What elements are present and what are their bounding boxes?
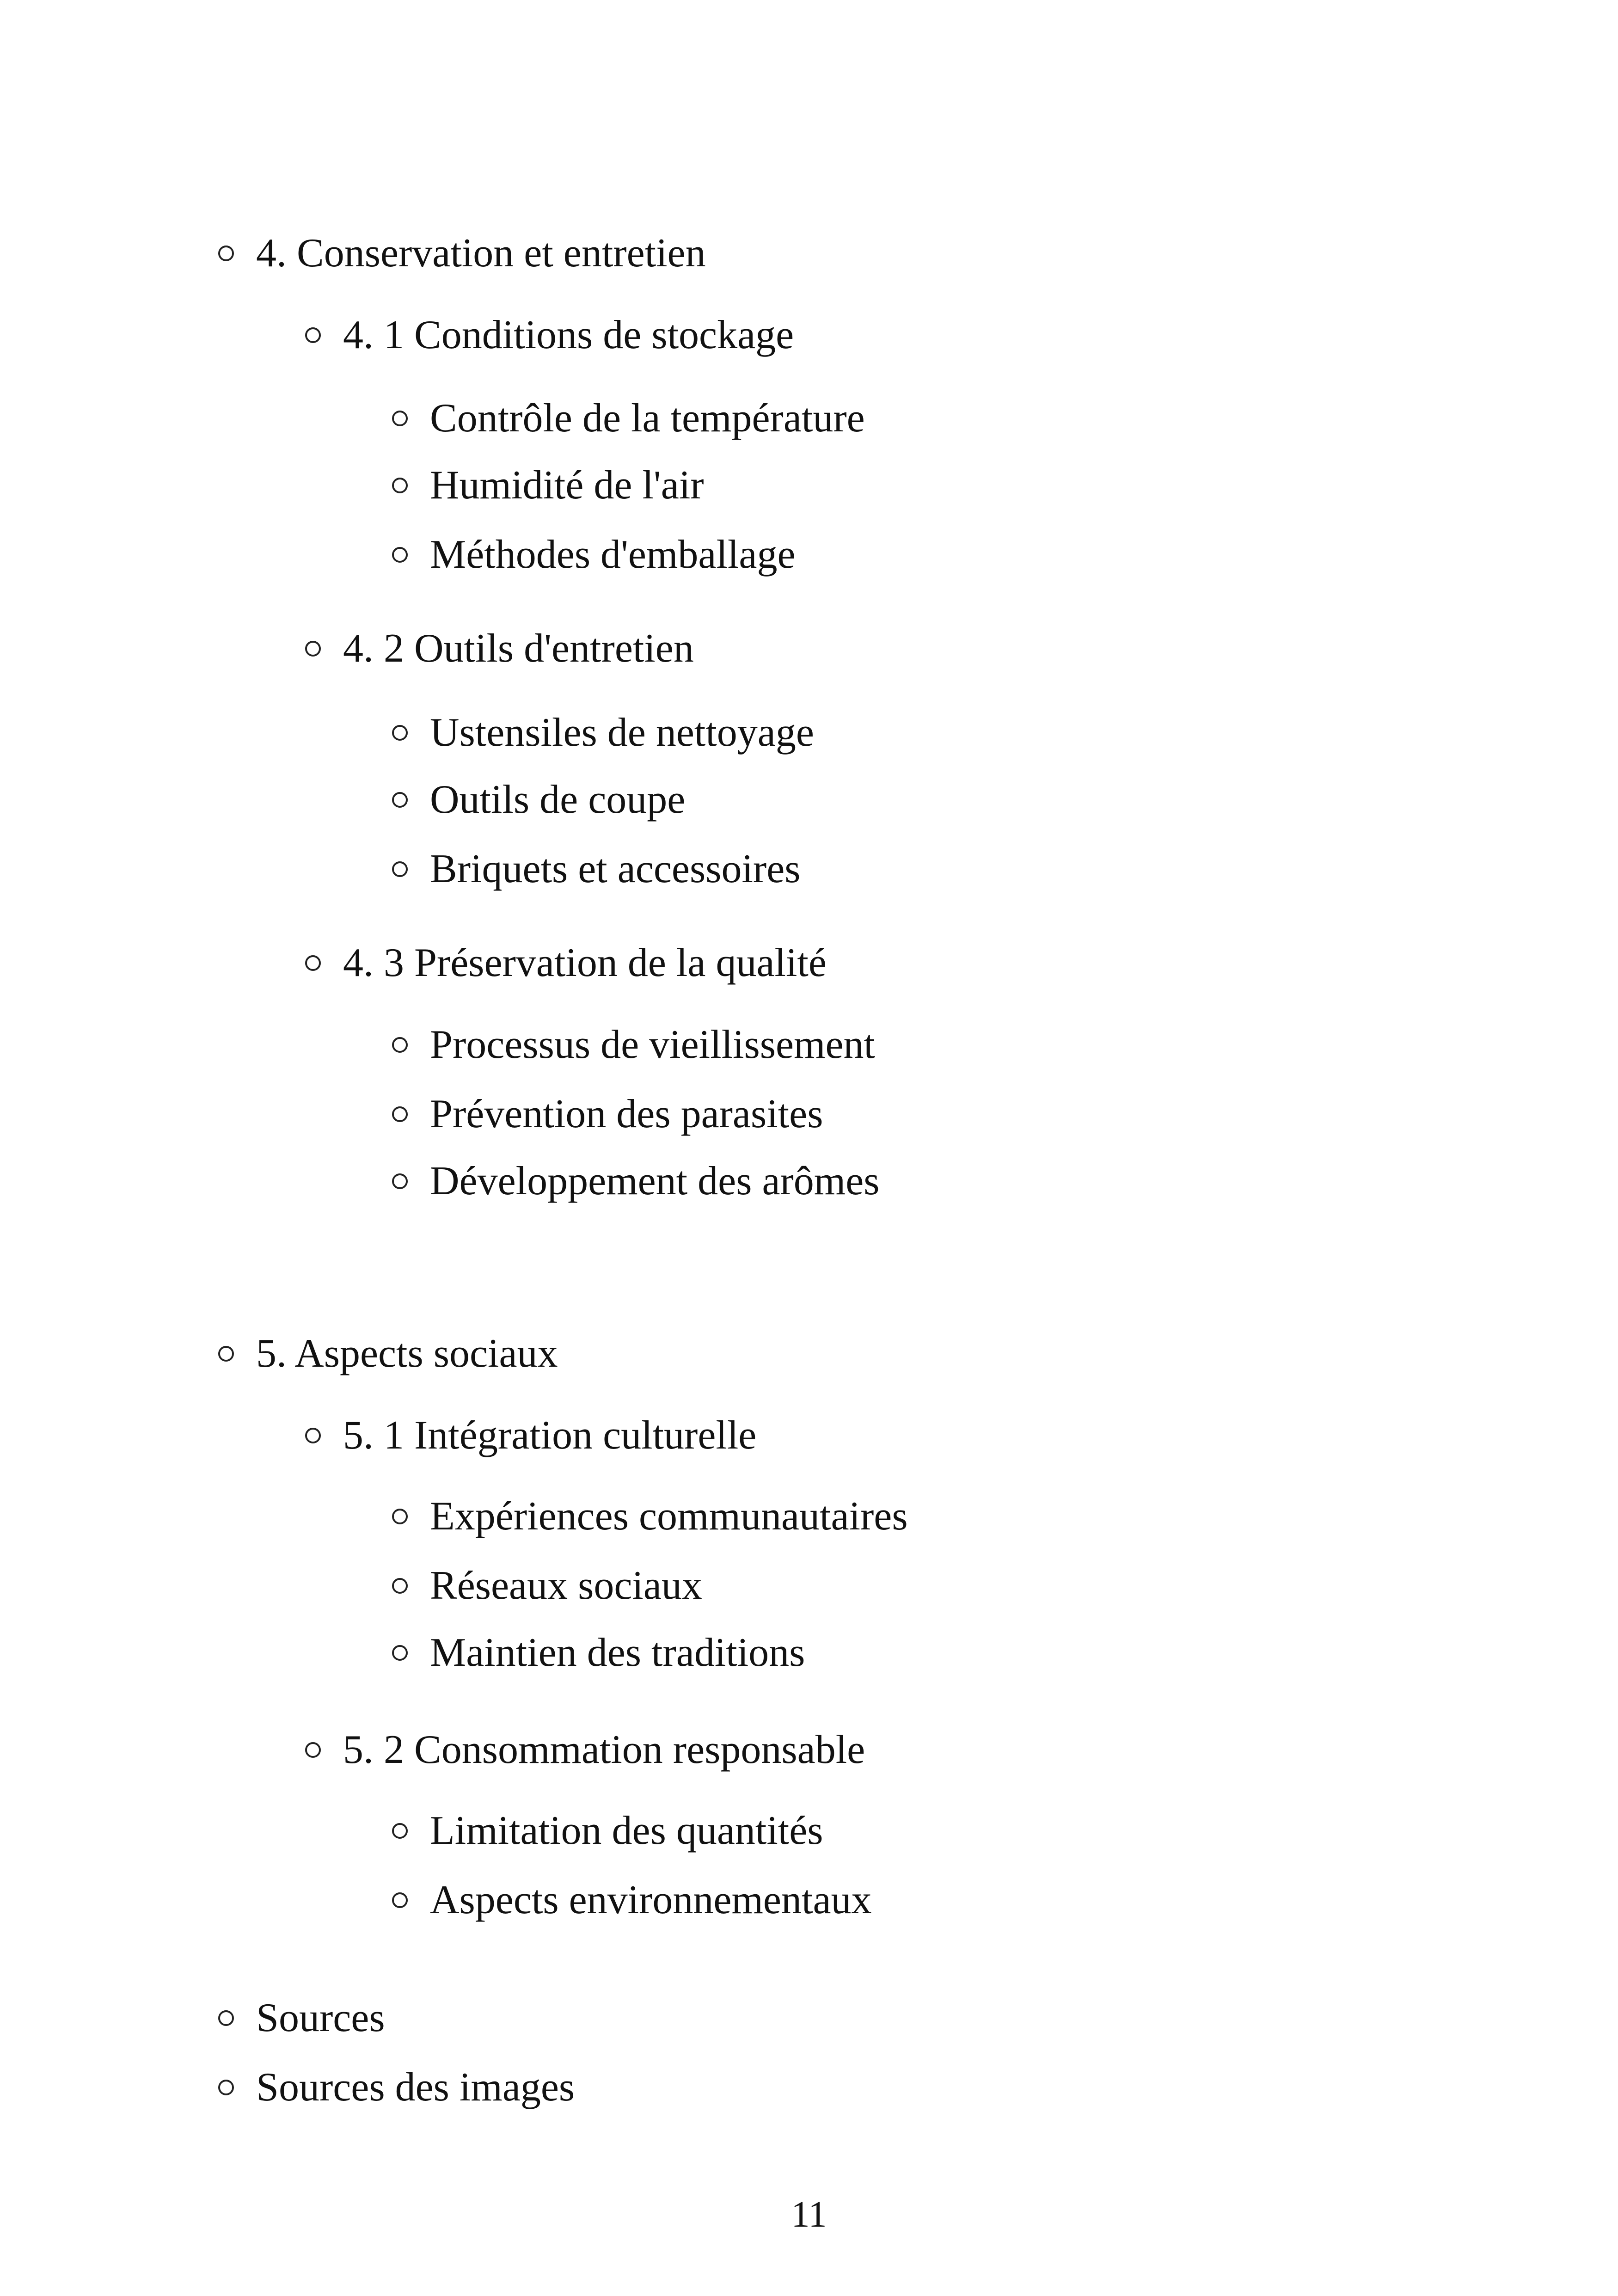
outline-label: 5. 2 Consommation responsable xyxy=(343,1727,865,1772)
page-number: 11 xyxy=(791,2194,827,2235)
circle-bullet-icon xyxy=(392,1645,408,1661)
circle-bullet-icon xyxy=(218,2080,234,2095)
outline-item-5-2 xyxy=(305,1722,865,1778)
circle-bullet-icon xyxy=(218,246,234,261)
circle-bullet-icon xyxy=(392,792,408,808)
outline-label: Sources xyxy=(256,1995,385,2040)
circle-bullet-icon xyxy=(392,1823,408,1839)
outline-label: Briquets et accessoires xyxy=(430,847,801,891)
outline-label: Maintien des traditions xyxy=(430,1630,805,1675)
circle-bullet-icon xyxy=(392,1578,408,1594)
outline-item-4-2-c xyxy=(392,841,801,897)
outline-label: Expériences communautaires xyxy=(430,1494,908,1539)
circle-bullet-icon xyxy=(218,1346,234,1362)
circle-bullet-icon xyxy=(305,955,321,971)
outline-label: Processus de vieillissement xyxy=(430,1022,875,1067)
circle-bullet-icon xyxy=(305,1742,321,1758)
outline-item-4-2-b xyxy=(392,772,685,828)
outline-label: Limitation des quantités xyxy=(430,1808,823,1853)
outline-item-4-1-a xyxy=(392,391,865,446)
circle-bullet-icon xyxy=(392,1037,408,1053)
outline-item-image-sources xyxy=(218,2060,575,2115)
outline-item-4-2 xyxy=(305,621,694,676)
outline-label: Humidité de l'air xyxy=(430,463,704,508)
outline-item-4-1-b xyxy=(392,458,704,513)
circle-bullet-icon xyxy=(392,478,408,493)
outline-item-4-1-c xyxy=(392,527,796,583)
outline-item-5-2-b xyxy=(392,1872,872,1928)
outline-item-4-2-a xyxy=(392,705,814,761)
circle-bullet-icon xyxy=(392,411,408,426)
outline-label: Aspects environnementaux xyxy=(430,1878,872,1922)
outline-item-5-1-c xyxy=(392,1625,805,1681)
outline-item-4-3 xyxy=(305,935,827,991)
outline-item-sources xyxy=(218,1990,385,2046)
outline-label: 4. Conservation et entretien xyxy=(256,231,706,276)
outline-label: Développement des arômes xyxy=(430,1159,880,1203)
outline-item-5-1-a xyxy=(392,1489,908,1544)
outline-label: Contrôle de la température xyxy=(430,396,865,441)
outline-label: 5. 1 Intégration culturelle xyxy=(343,1413,757,1458)
outline-label: 5. Aspects sociaux xyxy=(256,1331,558,1376)
circle-bullet-icon xyxy=(392,1106,408,1122)
outline-label: 4. 3 Préservation de la qualité xyxy=(343,940,827,985)
circle-bullet-icon xyxy=(392,725,408,741)
outline-item-section-4 xyxy=(218,226,706,281)
circle-bullet-icon xyxy=(305,327,321,343)
outline-label: Prévention des parasites xyxy=(430,1092,823,1136)
circle-bullet-icon xyxy=(218,2010,234,2026)
outline-item-4-3-b xyxy=(392,1087,823,1142)
outline-label: Réseaux sociaux xyxy=(430,1563,702,1608)
circle-bullet-icon xyxy=(392,1509,408,1524)
outline-label: 4. 2 Outils d'entretien xyxy=(343,626,694,671)
outline-label: Méthodes d'emballage xyxy=(430,532,796,577)
outline-item-4-3-a xyxy=(392,1017,875,1073)
circle-bullet-icon xyxy=(305,1428,321,1443)
circle-bullet-icon xyxy=(305,641,321,657)
outline-label: Outils de coupe xyxy=(430,777,686,822)
outline-item-5-1-b xyxy=(392,1558,702,1614)
outline-item-4-3-c xyxy=(392,1154,880,1209)
circle-bullet-icon xyxy=(392,1892,408,1908)
outline-item-5-2-a xyxy=(392,1803,823,1859)
circle-bullet-icon xyxy=(392,1173,408,1189)
outline-item-5-1 xyxy=(305,1408,756,1463)
outline-item-4-1 xyxy=(305,307,794,363)
outline-label: 4. 1 Conditions de stockage xyxy=(343,313,794,357)
circle-bullet-icon xyxy=(392,861,408,877)
outline-label: Ustensiles de nettoyage xyxy=(430,710,814,755)
outline-label: Sources des images xyxy=(256,2065,575,2110)
outline-item-section-5 xyxy=(218,1326,558,1381)
circle-bullet-icon xyxy=(392,547,408,563)
